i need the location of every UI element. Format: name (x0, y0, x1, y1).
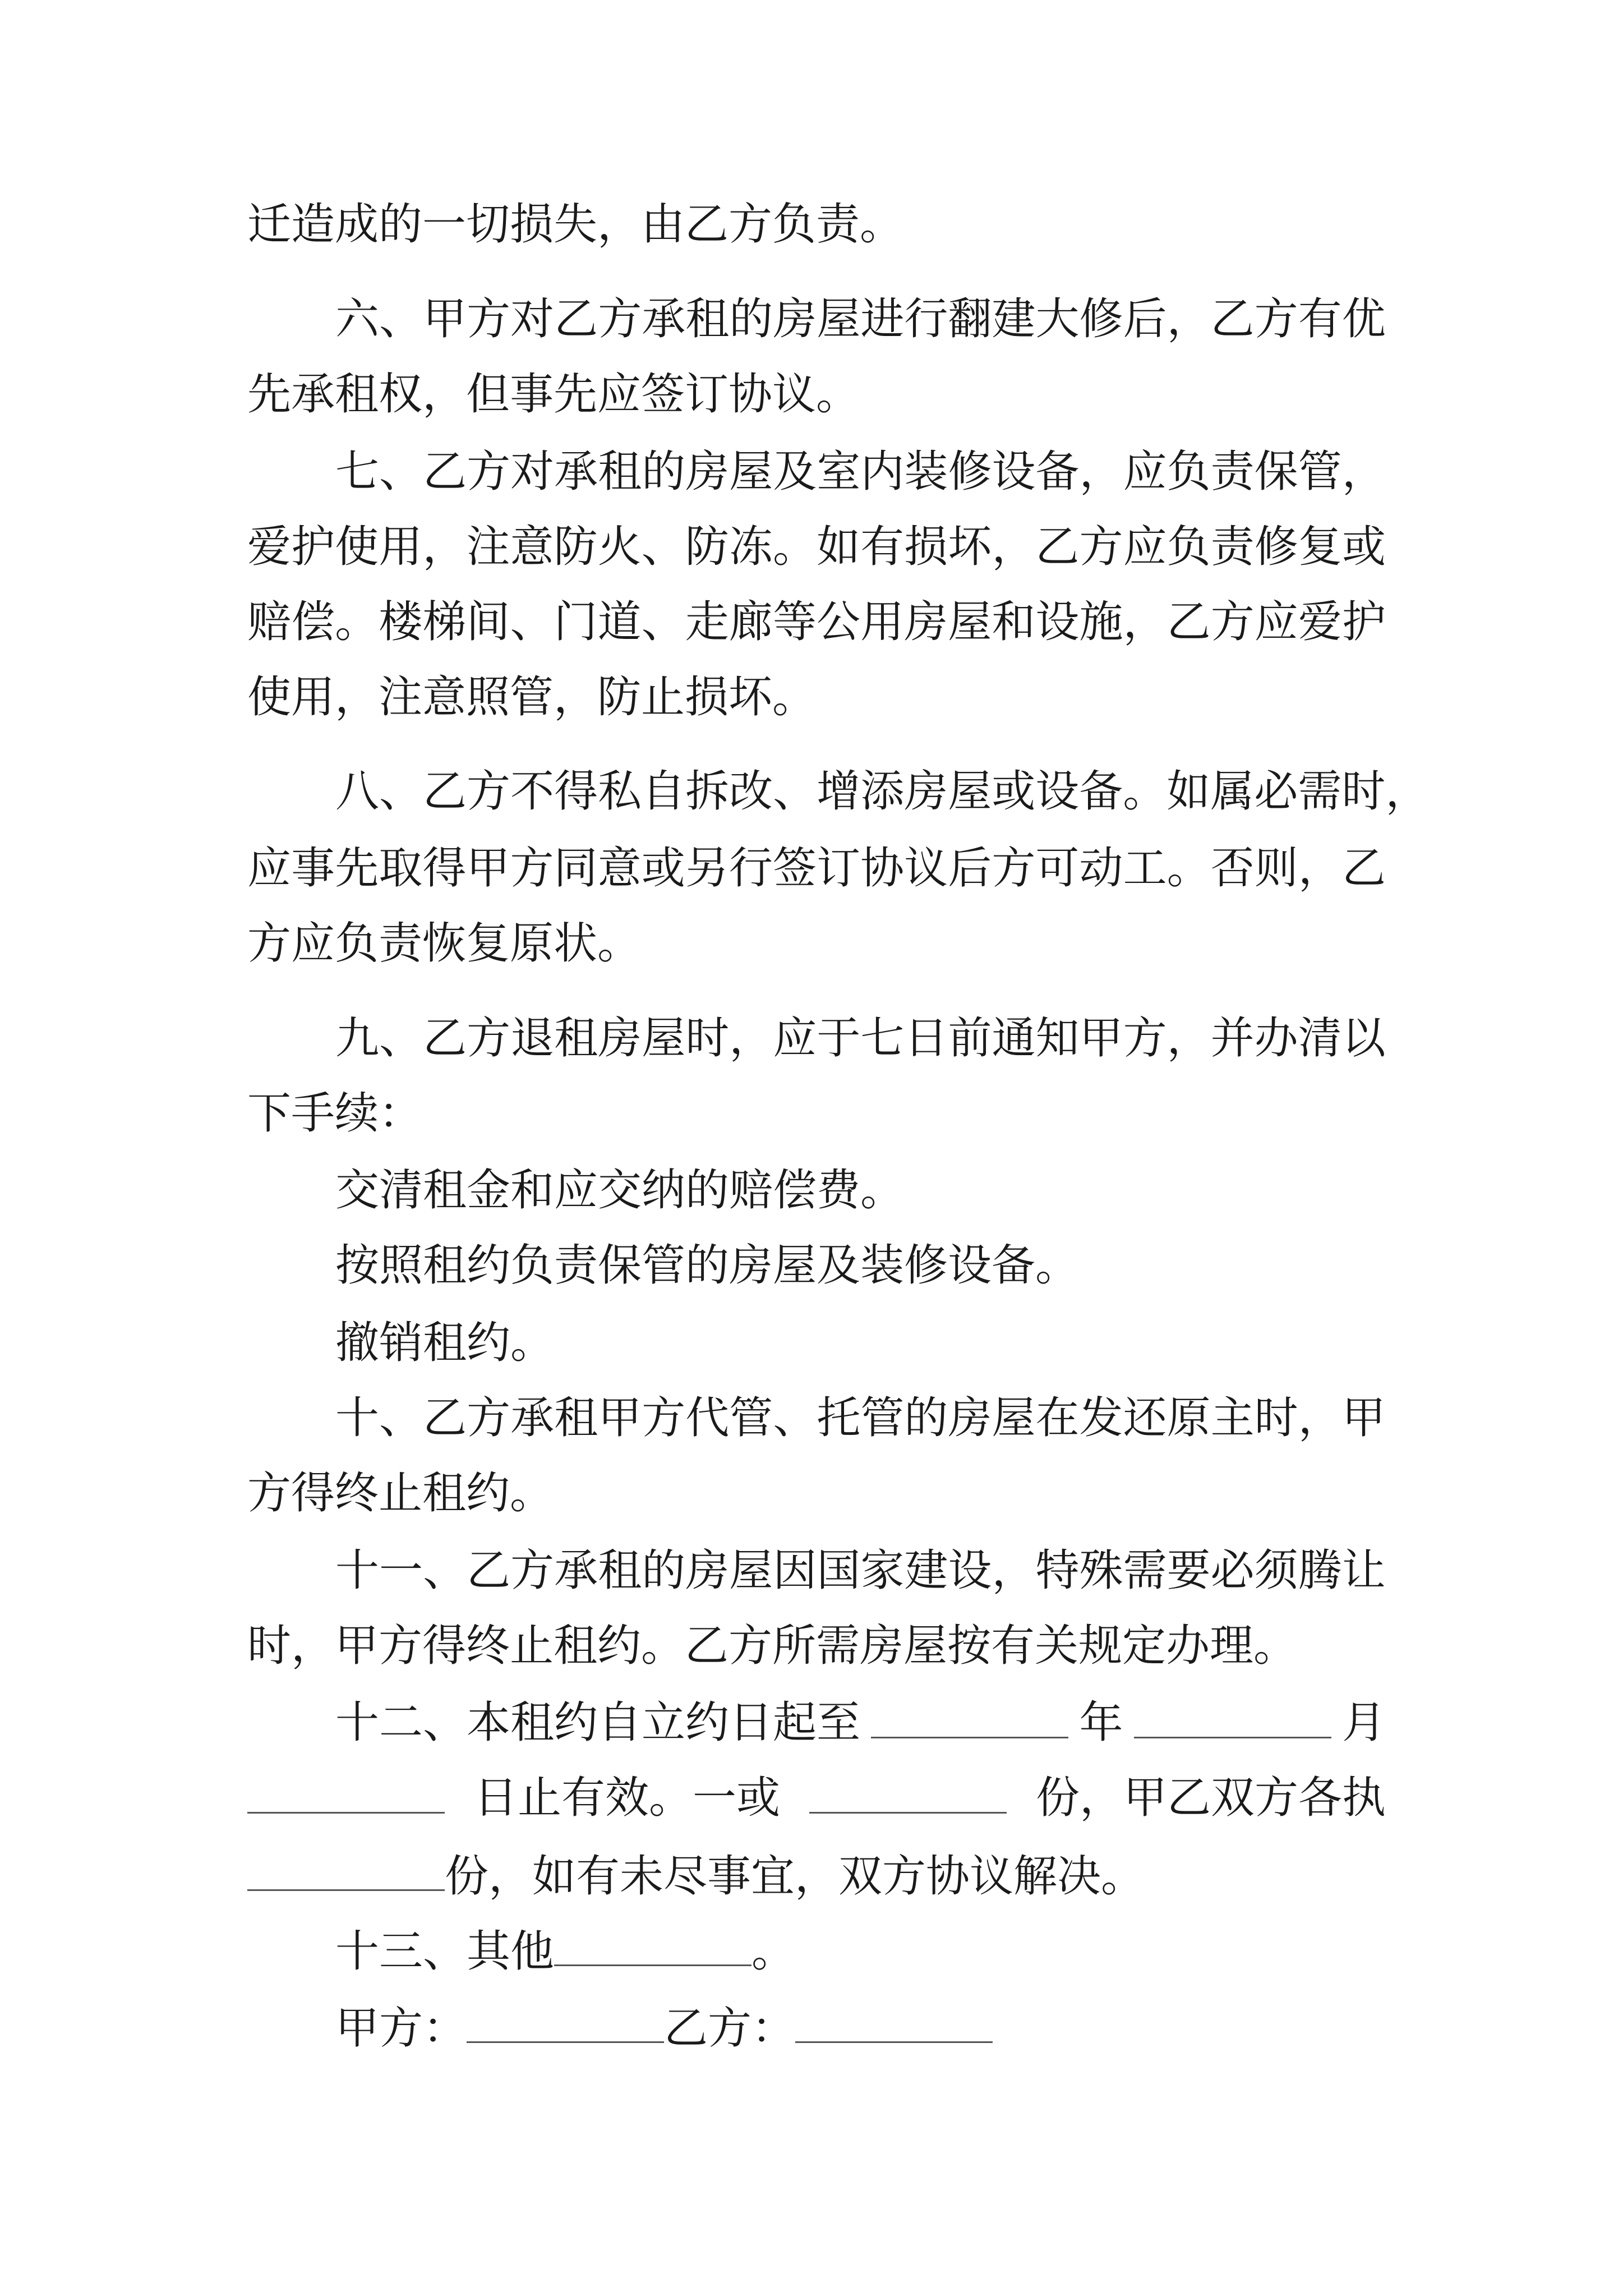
text-line: 爱 护 使 用 ， 注 意 防 火 、 防 冻 。 如 有 损 坏 ， 乙 方 应 负 责 修 复 或 (247, 522, 1386, 572)
clause-12-line-3 (247, 1844, 1386, 1906)
text-segment: 日止有效。一或 (473, 1773, 780, 1823)
text-line: 按照租约负责保管的房屋及装修设备。 (335, 1240, 1080, 1291)
other-blank[interactable] (554, 1920, 751, 1966)
text-line: 十 、 乙 方 承 租 甲 方 代 管 、 托 管 的 房 屋 在 发 还 原 主 时 ， 甲 (335, 1393, 1386, 1443)
text-line: 方得终止租约。 (247, 1468, 554, 1519)
clause-13-line (335, 1920, 1386, 1981)
clause-12-line-1 (335, 1692, 1386, 1754)
text-line: 方应负责恢复原状。 (247, 918, 642, 969)
text-line: 先承租权，但事先应签订协议。 (247, 369, 860, 420)
each-copies-blank[interactable] (247, 1844, 445, 1891)
text-line: 七 、 乙 方 对 承 租 的 房 屋 及 室 内 装 修 设 备 ， 应 负 责 保 管 ， (335, 447, 1386, 497)
text-line: 迁造成的一切损失，由乙方负责。 (247, 199, 904, 250)
copies-blank[interactable] (809, 1767, 1007, 1814)
text-line: 时，甲方得终止租约。乙方所需房屋按有关规定办理。 (247, 1621, 1298, 1671)
party-b-blank[interactable] (795, 1996, 993, 2043)
text-line: 十 一 、 乙 方 承 租 的 房 屋 因 国 家 建 设 ， 特 殊 需 要 必 须 腾 让 (335, 1545, 1386, 1596)
clause-12-line-2 (247, 1767, 1386, 1829)
text-line: 使用，注意照管，防止损坏。 (247, 672, 817, 723)
text-line: 撤销租约。 (335, 1318, 555, 1368)
text-segment: 十二、本租约自立约日起至 (335, 1697, 861, 1748)
text-line: 六 、 甲 方 对 乙 方 承 租 的 房 屋 进 行 翻 建 大 修 后 ， 乙 方 有 优 (335, 294, 1386, 344)
party-a-blank[interactable] (467, 1996, 664, 2043)
day-blank[interactable] (247, 1767, 445, 1814)
text-segment: 十三、其他 (335, 1926, 555, 1977)
year-blank[interactable] (871, 1692, 1068, 1738)
signature-line (335, 1996, 1386, 2058)
party-a-label: 甲方： (335, 2003, 467, 2054)
text-segment: 月 (1341, 1697, 1386, 1748)
text-segment: 年 (1079, 1697, 1123, 1748)
text-line: 下手续： (247, 1088, 423, 1139)
text-segment: 份，甲乙双方各执 (1035, 1773, 1386, 1823)
text-segment: 。 (751, 1926, 796, 1977)
text-line: 应 事 先 取 得 甲 方 同 意 或 另 行 签 订 协 议 后 方 可 动 工 。 否 则 ， 乙 (247, 843, 1386, 894)
month-blank[interactable] (1134, 1692, 1331, 1738)
text-line: 赔 偿 。 楼 梯 间 、 门 道 、 走 廊 等 公 用 房 屋 和 设 施 ， 乙 方 应 爱 护 (247, 597, 1386, 647)
party-b-label: 乙方： (664, 2003, 796, 2054)
text-segment: 份，如有未尽事宜，双方协议解决。 (445, 1851, 1145, 1902)
text-line: 九 、 乙 方 退 租 房 屋 时 ， 应 于 七 日 前 通 知 甲 方 ， 并 办 清 以 (335, 1013, 1386, 1064)
text-line: 八 、 乙 方 不 得 私 自 拆 改 、 增 添 房 屋 或 设 备 。 如 属 必 需 时 ， (335, 766, 1430, 817)
text-line: 交清租金和应交纳的赔偿费。 (335, 1165, 905, 1216)
